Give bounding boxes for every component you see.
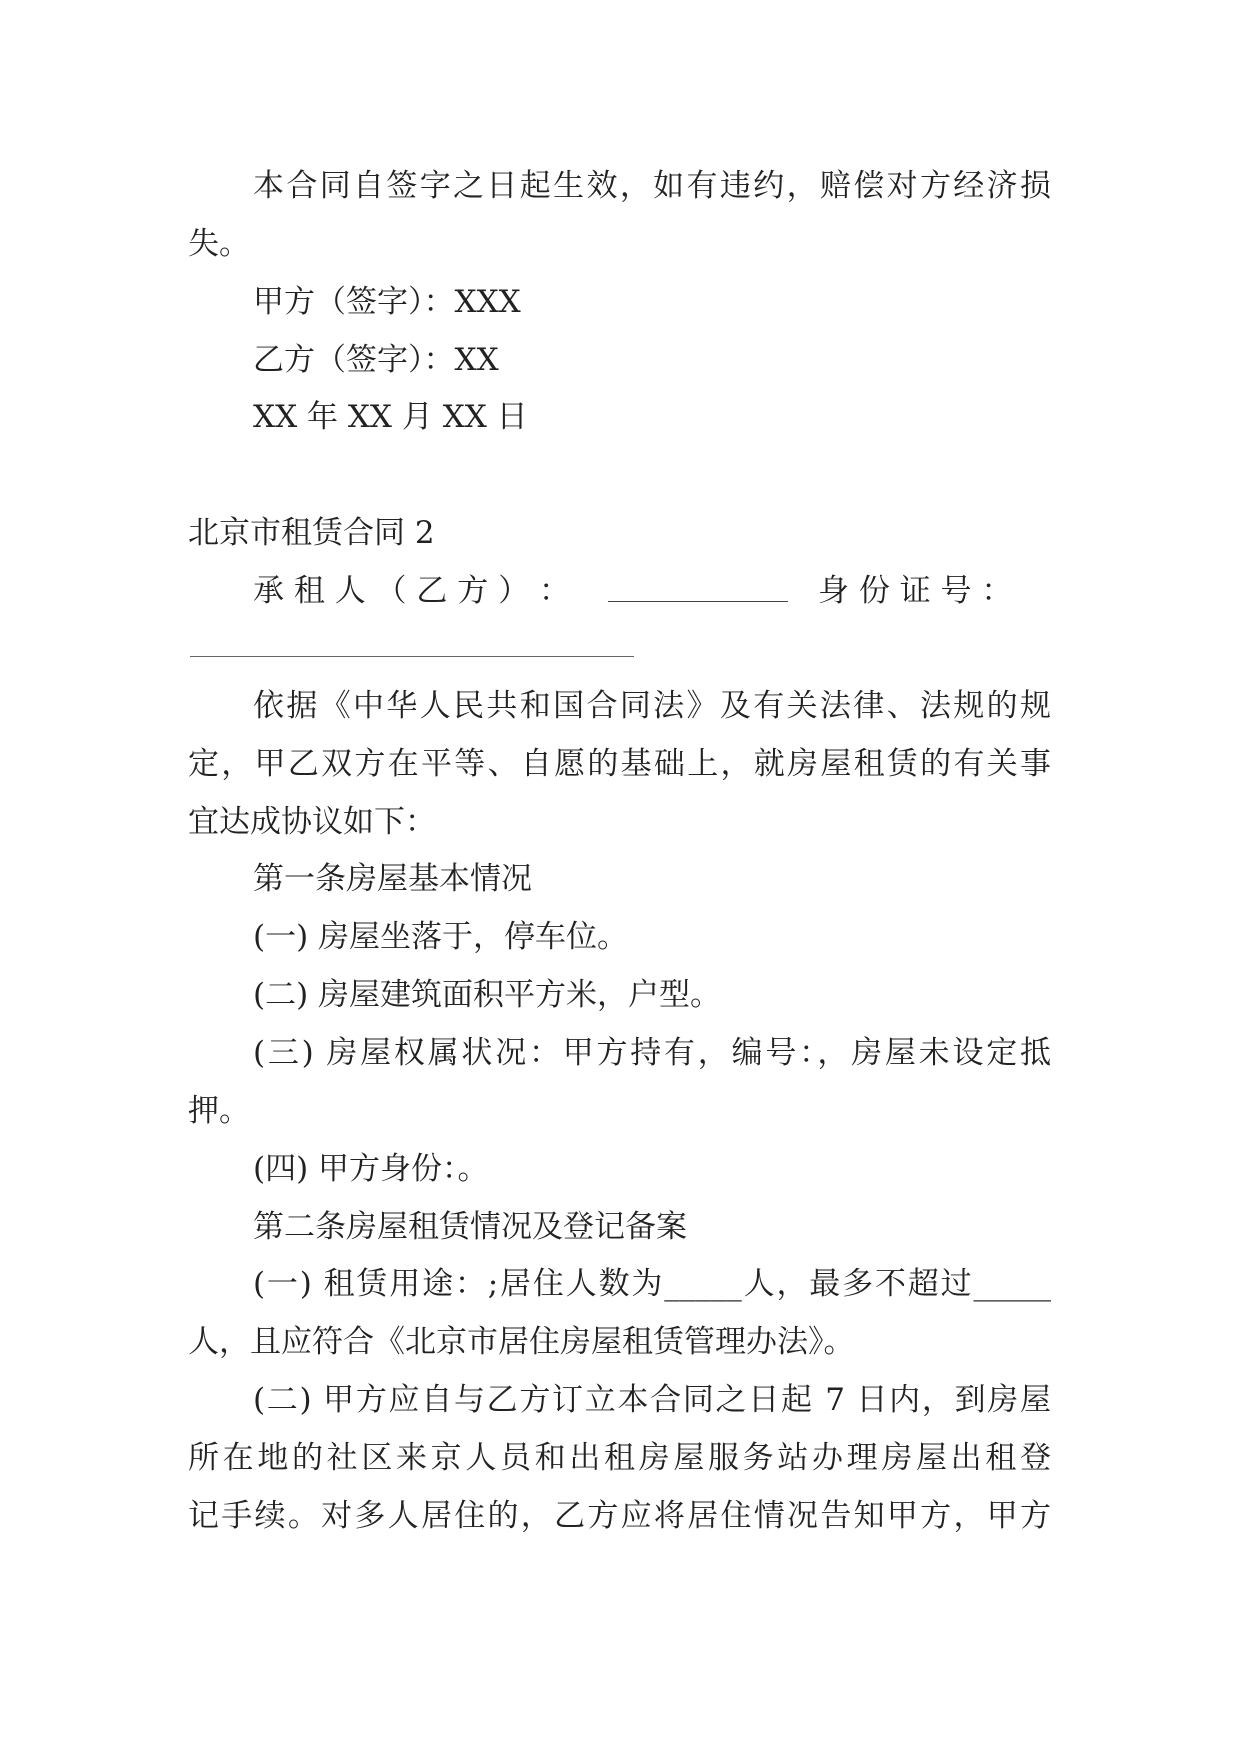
article-1-item-2: (二) 房屋建筑面积平方米，户型。 <box>253 977 722 1013</box>
lessee-label: 承 租 人 （ 乙 方 ） ： <box>253 573 570 609</box>
lessee-row <box>253 571 1051 611</box>
article-1-item-3-line-1: (三) 房屋权属状况：甲方持有，编号：，房屋未设定抵 <box>253 1035 1051 1071</box>
signature-party-b: 乙方（签字）：XX <box>253 342 499 378</box>
article-2-item-1-line-2: 人，且应符合《北京市居住房屋租赁管理办法》。 <box>188 1324 855 1360</box>
article-1-title: 第一条房屋基本情况 <box>253 861 532 897</box>
article-1-item-1: (一) 房屋坐落于，停车位。 <box>253 919 629 955</box>
article-2-item-2-line-3: 记手续。对多人居住的，乙方应将居住情况告知甲方，甲方 <box>188 1498 1051 1534</box>
article-1-item-4: (四) 甲方身份：。 <box>253 1151 489 1187</box>
basis-line-2: 定，甲乙双方在平等、自愿的基础上，就房屋租赁的有关事 <box>188 746 1051 782</box>
basis-line-3: 宜达成协议如下： <box>188 804 436 840</box>
lessee-name-blank <box>608 575 788 602</box>
basis-line-1: 依据《中华人民共和国合同法》及有关法律、法规的规 <box>253 688 1051 724</box>
signature-date: XX 年 XX 月 XX 日 <box>253 399 528 435</box>
article-2-item-2-line-2: 所在地的社区来京人员和出租房屋服务站办理房屋出租登 <box>188 1440 1051 1476</box>
paragraph-effect-line-1: 本合同自签字之日起生效，如有违约，赔偿对方经济损 <box>253 168 1051 204</box>
article-2-title: 第二条房屋租赁情况及登记备案 <box>253 1209 687 1245</box>
paragraph-effect-line-2: 失。 <box>188 226 250 262</box>
contract-title: 北京市租赁合同 2 <box>188 515 435 551</box>
article-2-item-1-line-1: (一) 租赁用途：;居住人数为_____人，最多不超过_____ <box>253 1266 1051 1302</box>
id-number-blank <box>190 656 634 657</box>
signature-party-a: 甲方（签字）：XXX <box>253 284 521 320</box>
article-1-item-3-line-2: 押。 <box>188 1093 250 1129</box>
id-number-label: 身 份 证 号 ： <box>818 573 1013 609</box>
article-2-item-2-line-1: (二) 甲方应自与乙方订立本合同之日起 7 日内，到房屋 <box>253 1382 1051 1418</box>
